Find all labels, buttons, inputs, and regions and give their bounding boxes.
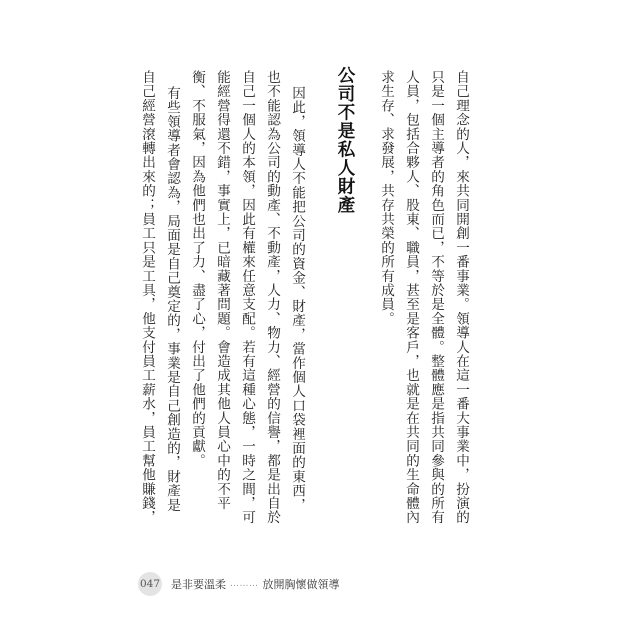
text-column-2: 只是一個主導者的角色而已，不等於是全體。整體應是指共同參與的所有	[428, 70, 444, 525]
footer-separator: ………	[230, 579, 259, 589]
text-column-4: 求生存、求發展，共存共榮的所有成員。	[378, 70, 394, 326]
text-column-5: 因此，領導人不能把公司的資金、財產，當作個人口袋裡面的東西，	[289, 86, 305, 512]
text-column-8: 能經營得還不錯，事實上，已暗藏著問題。會造成其他人員心中的不平	[214, 70, 230, 511]
text-column-11: 自己經營滾轉出來的；員工只是工具，他支付員工薪水，員工幫他賺錢，	[139, 70, 155, 525]
page-footer	[138, 572, 340, 596]
running-section-title: 放開胸懷做領導	[262, 578, 340, 591]
book-title: 是非要溫柔	[171, 578, 226, 591]
text-column-1: 自己理念的人，來共同開創一番事業。領導人在這一番大事業中，扮演的	[453, 70, 469, 525]
section-heading: 公司不是私人財產	[335, 66, 355, 214]
page-number: 047	[138, 572, 162, 596]
text-column-10: 有些領導者會認為，局面是自己奠定的，事業是自己創造的，財產是	[164, 86, 180, 512]
text-column-6: 也不能認為公司的動產、不動產，人力、物力、經營的信譽，都是出自於	[264, 70, 280, 525]
text-column-9: 衡、不服氣，因為他們也出了力、盡了心，付出了他們的貢獻。	[189, 70, 205, 468]
text-column-7: 自己一個人的本領，因此有權來任意支配。若有這種心態，一時之間，可	[239, 70, 255, 525]
text-column-3: 人員，包括合夥人、股東、職員，甚至是客戶，也就是在共同的生命體內	[403, 70, 419, 525]
